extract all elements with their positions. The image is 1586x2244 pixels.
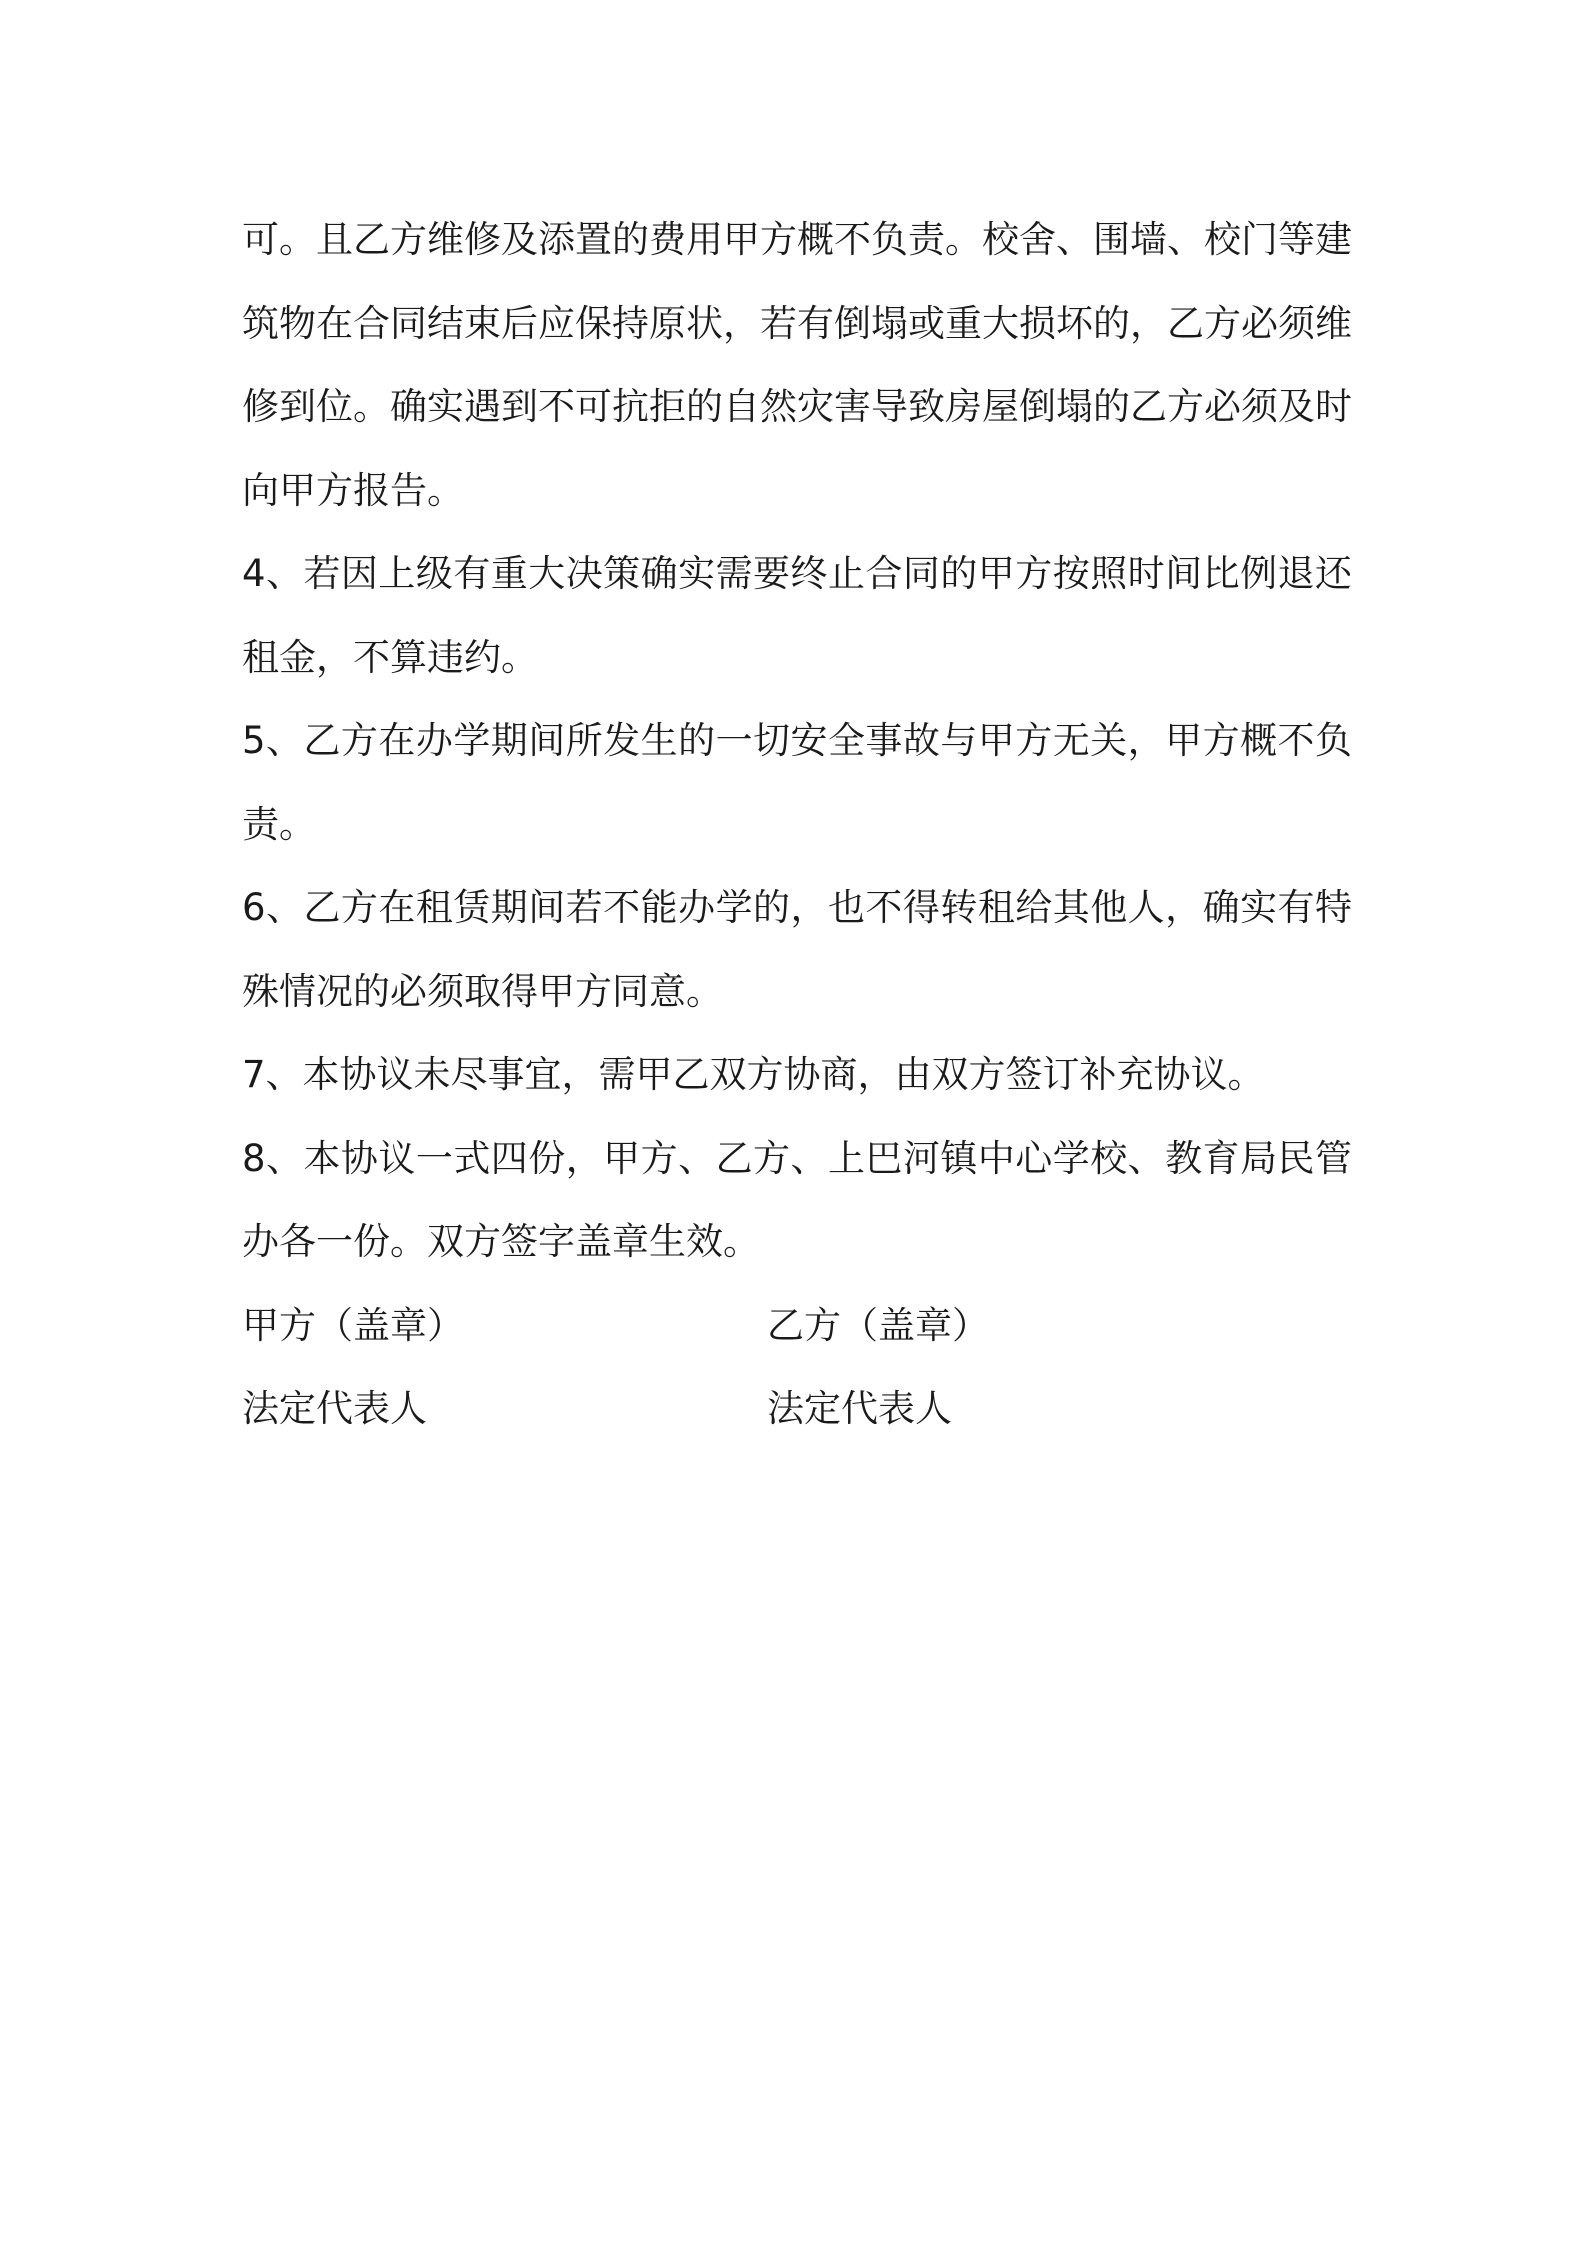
party-a-seal-label: 甲方（盖章） xyxy=(242,1303,464,1347)
paragraph-clause-6: 6、乙方在租赁期间若不能办学的，也不得转租给其他人，确实有特殊情况的必须取得甲方同意。 xyxy=(242,886,1352,1013)
party-b-seal-label: 乙方（盖章） xyxy=(767,1303,989,1347)
paragraph-clause-4: 4、若因上级有重大决策确实需要终止合同的甲方按照时间比例退还租金，不算违约。 xyxy=(242,552,1352,679)
paragraph-clause-8: 8、本协议一式四份，甲方、乙方、上巴河镇中心学校、教育局民管办各一份。双方签字盖章生效。 xyxy=(242,1136,1352,1263)
document-body xyxy=(242,198,1352,1451)
paragraph-clause-5: 5、乙方在办学期间所发生的一切安全事故与甲方无关，甲方概不负责。 xyxy=(242,719,1352,846)
signature-seal-row xyxy=(242,1284,1352,1368)
party-a-representative-label: 法定代表人 xyxy=(242,1387,427,1430)
paragraph-continuation: 可。且乙方维修及添置的费用甲方概不负责。校舍、围墙、校门等建筑物在合同结束后应保持原状，若有倒塌或重大损坏的，乙方必须维修到位。确实遇到不可抗拒的自然灾害导致房屋倒塌的乙方必须及时向甲方报告。 xyxy=(242,218,1352,512)
party-b-representative-label: 法定代表人 xyxy=(767,1387,952,1430)
paragraph-clause-7: 7、本协议未尽事宜，需甲乙双方协商，由双方签订补充协议。 xyxy=(242,1053,1265,1096)
signature-representative-row xyxy=(242,1367,1352,1451)
